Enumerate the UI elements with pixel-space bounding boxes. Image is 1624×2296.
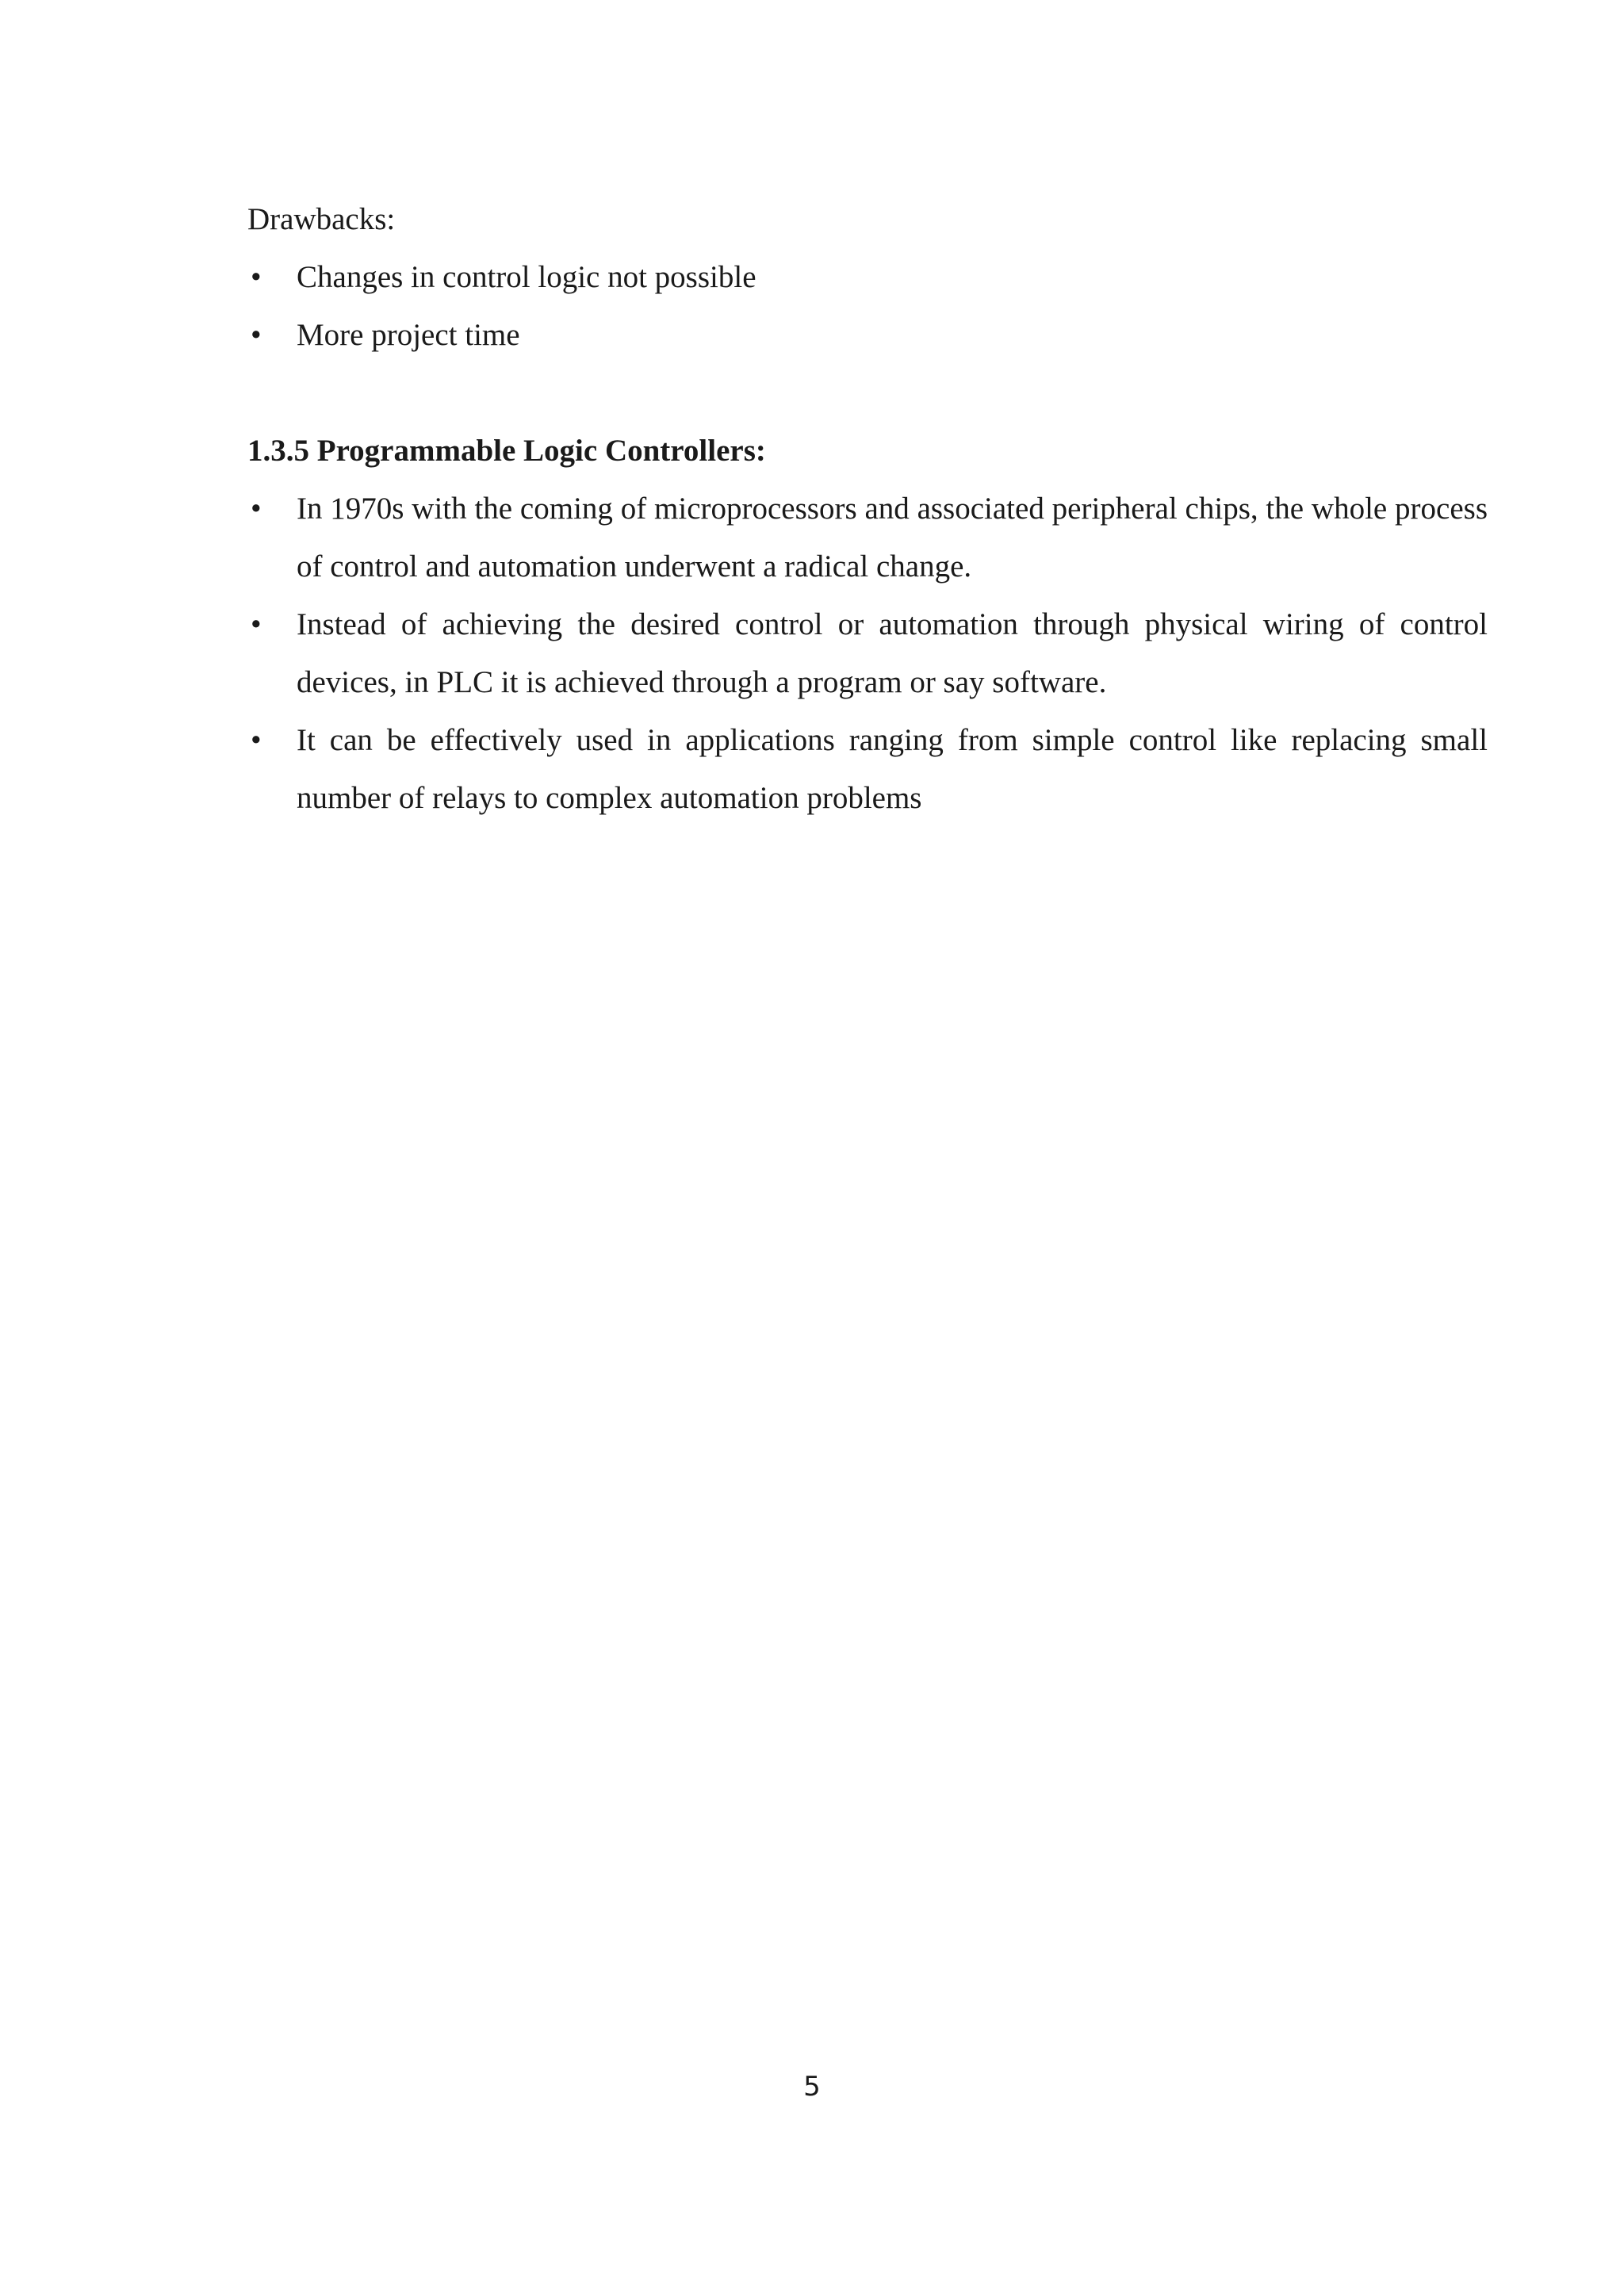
- drawbacks-label: Drawbacks:: [247, 202, 396, 236]
- list-item: [247, 480, 1488, 595]
- drawbacks-list: [247, 248, 1488, 364]
- list-item: [247, 306, 1488, 364]
- bullet-icon: •: [251, 492, 262, 526]
- bullet-icon: •: [251, 723, 262, 757]
- page-number: 5: [803, 2071, 821, 2103]
- list-item-text: Changes in control logic not possible: [297, 260, 756, 294]
- section-heading: 1.3.5 Programmable Logic Controllers:: [247, 434, 766, 468]
- bullet-icon: •: [251, 607, 262, 641]
- plc-list: [247, 480, 1488, 827]
- list-item: [247, 248, 1488, 306]
- bullet-icon: •: [251, 318, 262, 352]
- list-item: [247, 711, 1488, 827]
- list-item-text: In 1970s with the coming of microprocessors and associated peripheral chips, the whole process of control and automation underwent a radical change.: [297, 492, 1488, 584]
- list-item-text: More project time: [297, 318, 520, 352]
- list-item-text: It can be effectively used in applications ranging from simple control like replacing small number of relays to complex automation problems: [297, 723, 1488, 815]
- list-item: [247, 595, 1488, 711]
- list-item-text: Instead of achieving the desired control or automation through physical wiring of control devices, in PLC it is achieved through a program or say software.: [297, 607, 1488, 699]
- bullet-icon: •: [251, 260, 262, 294]
- page-content: [247, 190, 1488, 827]
- section-spacer: [247, 364, 1488, 422]
